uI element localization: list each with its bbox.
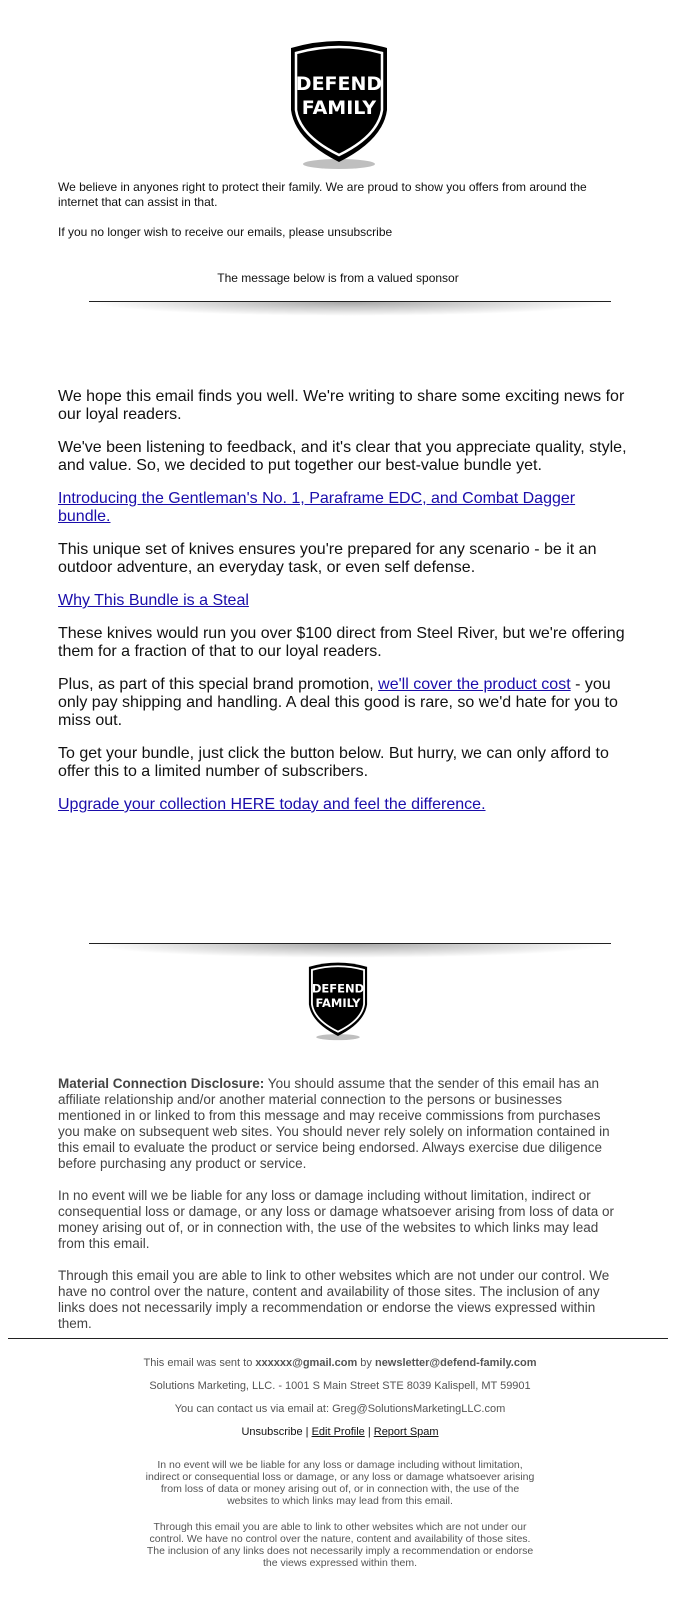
footer-legal-1: In no event will we be liable for any loss or damage including without limitation, indirect or consequential loss or damage, or any loss or damage whatsoever arising from loss of data or money arising out of, or in connection with, the use of the websites to which links may lead from this email. bbox=[145, 1459, 535, 1507]
sent-by: by bbox=[357, 1357, 375, 1369]
report-spam-link[interactable]: Report Spam bbox=[373, 1426, 439, 1438]
intro-text: We believe in anyones right to protect their family. We are proud to show you offers from around the internet that can assist in that. bbox=[58, 180, 587, 209]
footer-logo bbox=[304, 962, 372, 1042]
footer bbox=[130, 1356, 550, 1569]
disclosure-paragraph bbox=[58, 1076, 623, 1172]
message-paragraph: These knives would run you over $100 direct from Steel River, but we're offering them for a fraction of that to our loyal readers. bbox=[58, 625, 625, 660]
separator: | bbox=[302, 1426, 312, 1438]
unsubscribe-line bbox=[58, 225, 628, 240]
disclosure-heading: Material Connection Disclosure: bbox=[58, 1076, 265, 1091]
divider-top-shadow bbox=[89, 302, 611, 316]
contact-line: You can contact us via email at: Greg@SolutionsMarketingLLC.com bbox=[174, 1403, 506, 1415]
message-body bbox=[58, 388, 628, 814]
edit-profile-link[interactable]: Edit Profile bbox=[311, 1426, 365, 1438]
sent-prefix: This email was sent to bbox=[143, 1357, 256, 1369]
logo-line1: DEFEND bbox=[295, 73, 383, 95]
bundle-intro-link[interactable]: Introducing the Gentleman's No. 1, Paraframe EDC, and Combat Dagger bundle. bbox=[58, 490, 576, 525]
separator: | bbox=[364, 1426, 374, 1438]
external-links-paragraph: Through this email you are able to link to other websites which are not under our control. We have no control over the nature, content and availability of those sites. The inclusion of any links does not necessarily imply a recommendation or endorse the views expressed within them. bbox=[58, 1268, 610, 1331]
liability-paragraph: In no event will we be liable for any loss or damage including without limitation, indirect or consequential loss or damage, or any loss or damage whatsoever arising from loss of data or money arising out of, or in connection with, the use of the websites to which links may lead from this email. bbox=[58, 1188, 615, 1251]
sender-email: newsletter@defend-family.com bbox=[374, 1357, 537, 1369]
upgrade-collection-link[interactable]: Upgrade your collection HERE today and feel the difference. bbox=[58, 796, 486, 813]
message-paragraph: This unique set of knives ensures you're prepared for any scenario - be it an outdoor adventure, an everyday task, or even self defense. bbox=[58, 541, 597, 576]
company-address: Solutions Marketing, LLC. - 1001 S Main Street STE 8039 Kalispell, MT 59901 bbox=[149, 1380, 531, 1392]
footer-legal-2: Through this email you are able to link to other websites which are not under our control. We have no control over the nature, content and availability of those sites. The inclusion of any links does not necessarily imply a recommendation or endorse the views expressed within them. bbox=[146, 1521, 534, 1569]
message-paragraph bbox=[58, 676, 628, 730]
sent-to-line bbox=[130, 1356, 550, 1370]
product-cost-link[interactable]: we'll cover the product cost bbox=[378, 676, 571, 693]
disclosure-text: You should assume that the sender of this email has an affiliate relationship and/or another material connection to the persons or businesses mentioned in or linked to from this message and may receive commissions from purchases you make on subsequent web sites. You should never rely solely on information contained in this email to evaluate the product or service being endorsed. Always exercise due diligence before purchasing any product or service. bbox=[58, 1076, 610, 1171]
footer-divider bbox=[8, 1338, 668, 1339]
footer-unsubscribe[interactable]: Unsubscribe bbox=[241, 1426, 303, 1438]
sponsor-note: The message below is from a valued sponsor bbox=[217, 271, 459, 285]
logo-line2: FAMILY bbox=[301, 97, 377, 119]
footer-links bbox=[130, 1425, 550, 1439]
brand-logo bbox=[283, 40, 395, 172]
promo-text-before: Plus, as part of this special brand promotion, bbox=[58, 676, 379, 693]
unsubscribe-link[interactable]: unsubscribe bbox=[327, 225, 393, 239]
logo-line1: DEFEND bbox=[311, 981, 365, 996]
shield-icon bbox=[304, 962, 372, 1042]
divider-bottom-shadow bbox=[89, 944, 611, 958]
message-paragraph: To get your bundle, just click the button below. But hurry, we can only afford to offer this to a limited number of subscribers. bbox=[58, 745, 609, 780]
disclosure-section bbox=[58, 1076, 623, 1332]
promo-text-after: - you only pay shipping and handling. A deal this good is rare, so we'd hate for you to miss out. bbox=[58, 676, 618, 729]
message-paragraph: We've been listening to feedback, and it's clear that you appreciate quality, style, and value. So, we decided to put together our best-value bundle yet. bbox=[58, 439, 627, 474]
logo-line2: FAMILY bbox=[315, 995, 361, 1010]
bundle-steal-link[interactable]: Why This Bundle is a Steal bbox=[58, 592, 249, 609]
recipient-email: xxxxxx@gmail.com bbox=[255, 1357, 358, 1369]
message-paragraph: We hope this email finds you well. We're writing to share some exciting news for our loyal readers. bbox=[58, 388, 625, 423]
unsubscribe-prefix: If you no longer wish to receive our emails, please bbox=[58, 225, 325, 239]
shield-icon bbox=[283, 40, 395, 172]
